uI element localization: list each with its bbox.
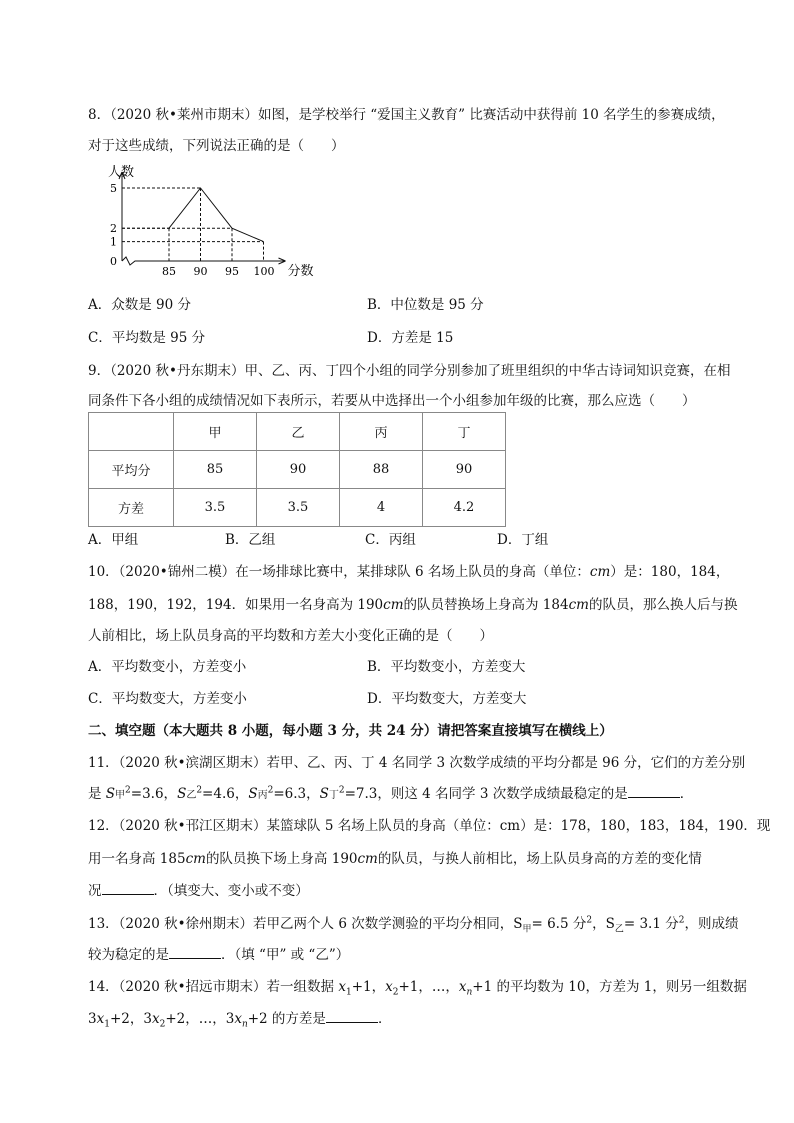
q12-text: 的队员换下场上身高 190 <box>205 851 358 867</box>
q14-text: 3 <box>88 1011 97 1027</box>
q12-line1: 12．（2020 秋•邗江区期末）某篮球队 5 名场上队员的身高（单位：cm）是：178，180，183，184，190．现 <box>88 818 771 834</box>
table-row <box>89 451 506 489</box>
variance-symbol: S <box>319 786 329 802</box>
q14-text: +2，…，3 <box>165 1011 235 1027</box>
q9-option-d[interactable]: D．丁组 <box>497 532 549 548</box>
q14-text: +2 的方差是 <box>247 1011 326 1027</box>
q14-text: ． <box>377 1011 392 1027</box>
q10-text: ）是：180，184， <box>610 564 730 580</box>
q11-sub: 乙 <box>186 790 197 801</box>
q13-line1 <box>88 912 738 935</box>
q9-score-table <box>88 412 506 527</box>
table-cell: 平均分 <box>89 451 174 489</box>
q12-line3 <box>88 879 309 899</box>
table-cell: 丙 <box>340 413 423 451</box>
q14-text: +2，3 <box>109 1011 152 1027</box>
q12-line2 <box>88 847 702 867</box>
table-cell: 4 <box>340 489 423 527</box>
q14-sub: n <box>241 1019 248 1030</box>
answer-blank[interactable] <box>102 882 154 895</box>
var-x: x <box>338 979 346 995</box>
q14-sub: n <box>466 987 473 998</box>
table-header-row <box>89 413 506 451</box>
q9-line2: 同条件下各小组的成绩情况如下表所示，若要从中选择出一个小组参加年级的比赛，那么应选（ ） <box>88 393 696 409</box>
q10-option-b[interactable]: B．平均数变小，方差变大 <box>367 659 526 675</box>
q11-sup: 2 <box>196 785 203 796</box>
q12-text: 用一名身高 185 <box>88 851 186 867</box>
q11-sub: 丙 <box>257 790 268 801</box>
x-axis <box>122 257 286 265</box>
x-tick-label: 85 <box>162 265 176 278</box>
table-cell: 90 <box>257 451 340 489</box>
table-cell: 3.5 <box>174 489 257 527</box>
y-tick-label: 5 <box>110 182 117 195</box>
q8-option-a[interactable]: A．众数是 90 分 <box>88 297 192 313</box>
q10-option-d[interactable]: D．平均数变大，方差变大 <box>367 691 527 707</box>
table-cell: 方差 <box>89 489 174 527</box>
y-axis-title: 人数 <box>108 165 135 180</box>
q13-sup: 2 <box>678 915 685 926</box>
q8-line2: 对于这些成绩，下列说法正确的是（ ） <box>88 138 345 154</box>
q11-sub: 甲 <box>115 790 126 801</box>
q14-line1 <box>88 975 747 998</box>
q14-sub: 1 <box>104 1019 110 1030</box>
q14-sub: 2 <box>159 1019 166 1030</box>
q8-line1: 8．（2020 秋•莱州市期末）如图，是学校举行 “爱国主义教育” 比赛活动中获得前 10 名学生的参赛成绩， <box>88 107 725 123</box>
q11-line1: 11．（2020 秋•滨湖区期末）若甲、乙、丙、丁 4 名同学 3 次数学成绩的平均分都是 96 分，它们的方差分别 <box>88 755 746 771</box>
q12-text: ．（填变大、变小或不变） <box>153 883 309 899</box>
q13-text: = 3.1 分 <box>623 916 679 932</box>
table-cell: 88 <box>340 451 423 489</box>
q10-line1 <box>88 560 729 580</box>
q8-option-b[interactable]: B．中位数是 95 分 <box>367 297 484 313</box>
var-x: x <box>234 1011 242 1027</box>
q11-text: =7.3，则这 4 名同学 3 次数学成绩最稳定的是 <box>344 786 628 802</box>
q12-text: 况 <box>88 883 102 899</box>
q11-sup: 2 <box>267 785 274 796</box>
x-tick-label: 90 <box>193 265 208 278</box>
table-cell: 丁 <box>423 413 506 451</box>
y-tick-label: 2 <box>110 222 117 236</box>
variance-symbol: S <box>177 786 187 802</box>
q10-text: 的队员替换场上身高为 184 <box>403 597 569 613</box>
table-cell: 甲 <box>174 413 257 451</box>
var-x: x <box>96 1011 105 1027</box>
q14-text: +1 的平均数为 10，方差为 1，则另一组数据 <box>472 979 747 995</box>
q10-line2 <box>88 593 737 613</box>
q8-option-d[interactable]: D．方差是 15 <box>367 330 454 346</box>
q8-line-chart <box>104 160 334 280</box>
unit-cm: cm <box>589 564 611 580</box>
q12-text: 的队员，与换人前相比，场上队员身高的方差的变化情 <box>377 851 702 867</box>
variance-symbol: S <box>105 786 116 802</box>
q11-sup: 2 <box>125 785 131 796</box>
q13-sub: 乙 <box>614 924 624 935</box>
q10-text: 10．（2020•锦州二模）在一场排球比赛中，某排球队 6 名场上队员的身高（单位： <box>88 564 590 580</box>
answer-blank[interactable] <box>169 946 221 959</box>
q13-sup: 2 <box>586 915 593 926</box>
var-x: x <box>151 1011 160 1027</box>
unit-cm: cm <box>357 851 378 867</box>
q11-text: =6.3， <box>273 786 320 802</box>
table-cell: 85 <box>174 451 257 489</box>
q13-text: ，S <box>592 916 615 932</box>
unit-cm: cm <box>568 597 589 613</box>
table-cell: 3.5 <box>257 489 340 527</box>
var-x: x <box>458 979 467 995</box>
section-2-heading: 二、填空题（本大题共 8 小题，每小题 3 分，共 24 分）请把答案直接填写在横线上） <box>88 723 613 739</box>
table-cell: 乙 <box>257 413 340 451</box>
q11-sub: 丁 <box>328 790 339 801</box>
answer-blank[interactable] <box>326 1010 378 1023</box>
table-cell <box>89 413 174 451</box>
q14-text: +1，…， <box>398 979 459 995</box>
q11-text: =4.6， <box>202 786 249 802</box>
q14-sub: 1 <box>345 987 352 998</box>
q11-line2 <box>88 782 693 802</box>
origin-label: 0 <box>110 255 117 268</box>
q14-text: +1， <box>351 979 386 995</box>
q10-option-c[interactable]: C．平均数变大，方差变小 <box>88 691 247 707</box>
unit-cm: cm <box>383 597 404 613</box>
q13-text: ．（填 “甲” 或 “乙”） <box>221 947 350 963</box>
q9-option-b[interactable]: B．乙组 <box>225 532 276 548</box>
x-tick-label: 100 <box>253 265 275 278</box>
q10-line3: 人前相比，场上队员身高的平均数和方差大小变化正确的是（ ） <box>88 628 493 644</box>
q10-text: 的队员，那么换人后与换 <box>588 597 738 613</box>
q9-option-c[interactable]: C．丙组 <box>365 532 416 548</box>
q9-line1: 9．（2020 秋•丹东期末）甲、乙、丙、丁四个小组的同学分别参加了班里组织的中华古诗词知识竞赛，在相 <box>88 363 731 379</box>
q11-text: ． <box>679 786 694 802</box>
q13-text: 13．（2020 秋•徐州期末）若甲乙两个人 6 次数学测验的平均分相同，S <box>88 916 523 932</box>
series-line <box>169 188 264 242</box>
q13-sub: 甲 <box>522 924 532 935</box>
unit-cm: cm <box>185 851 206 867</box>
table-cell: 90 <box>423 451 506 489</box>
x-axis-title: 分数 <box>287 264 314 279</box>
q13-text: 较为稳定的是 <box>88 947 169 963</box>
q13-text: = 6.5 分 <box>531 916 587 932</box>
q11-text: =3.6， <box>130 786 178 802</box>
q14-sub: 2 <box>392 987 399 998</box>
q10-option-a[interactable]: A．平均数变小，方差变小 <box>88 659 247 675</box>
table-row <box>89 489 506 527</box>
var-x: x <box>385 979 393 995</box>
x-tick-label: 95 <box>225 265 239 278</box>
q13-line2 <box>88 943 349 963</box>
q8-option-c[interactable]: C．平均数是 95 分 <box>88 330 206 346</box>
q11-text: 是 <box>88 786 106 802</box>
table-cell: 4.2 <box>423 489 506 527</box>
q9-option-a[interactable]: A．甲组 <box>88 532 139 548</box>
q10-text: 188，190，192，194．如果用一名身高为 190 <box>88 597 384 613</box>
y-tick-label: 1 <box>110 235 117 249</box>
q13-text: ，则成绩 <box>684 916 739 932</box>
answer-blank[interactable] <box>628 785 680 798</box>
variance-symbol: S <box>248 786 258 802</box>
q14-text: 14．（2020 秋•招远市期末）若一组数据 <box>88 979 339 995</box>
q11-sup: 2 <box>338 785 345 796</box>
q14-line2 <box>88 1007 391 1030</box>
